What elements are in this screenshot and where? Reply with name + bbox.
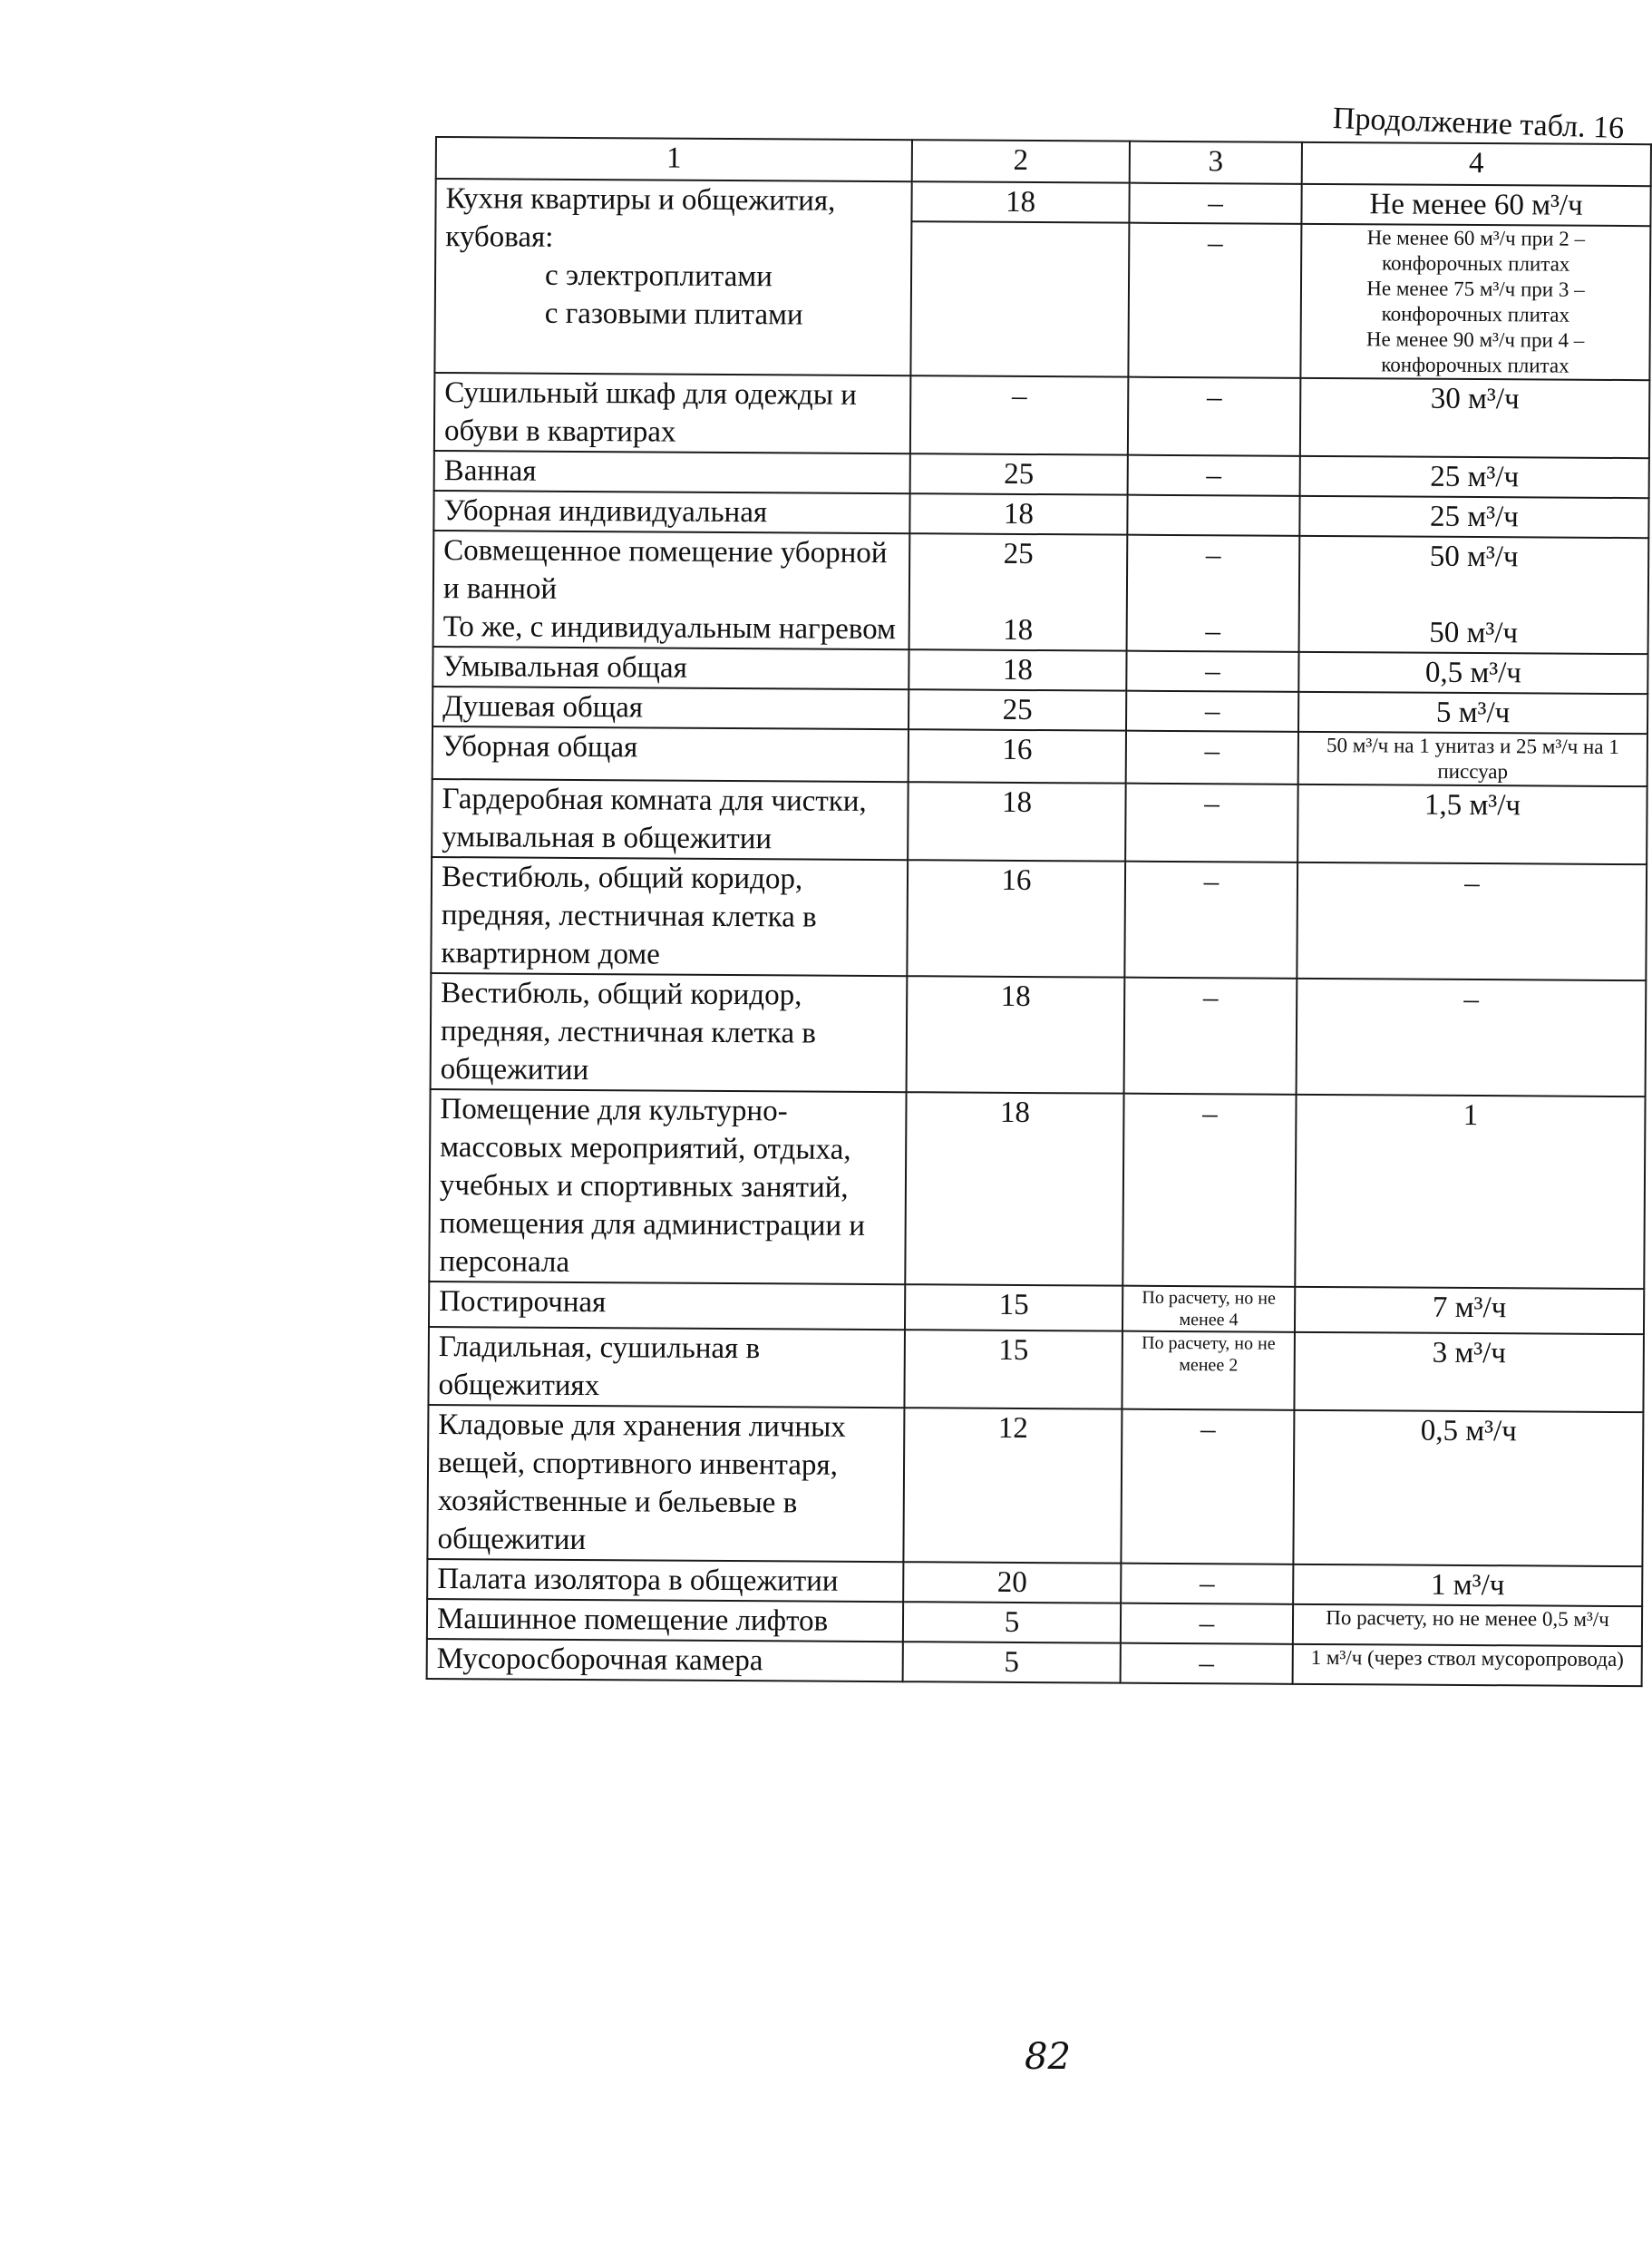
- cell-text: 1 м³/ч (через ствол мусоропровода): [1310, 1645, 1624, 1671]
- table-cell-c4: [1300, 378, 1650, 458]
- cell-text: Гардеробная комната для чистки, умывальная в общежитии: [442, 783, 867, 856]
- cell-text: –: [1205, 539, 1221, 572]
- cell-text: –: [1204, 695, 1220, 728]
- table-cell-c1: [429, 1089, 906, 1284]
- cell-text: –: [1463, 982, 1480, 1017]
- table-cell-c3: [1126, 651, 1298, 692]
- cell-text: По расчету, но не менее 4: [1142, 1287, 1277, 1330]
- cell-text: Вестибюль, общий коридор, предняя, лестничная клетка в квартирном доме: [441, 861, 817, 971]
- cell-text: 1,5 м³/ч: [1424, 788, 1521, 823]
- table-cell-c4: [1295, 1095, 1645, 1289]
- table-cell-c2: [909, 729, 1126, 783]
- table-cell-c4: [1293, 1410, 1643, 1566]
- cell-text: 50 м³/ч: [1429, 540, 1519, 574]
- kitchen-gas-value-4: Не менее 90 м³/ч при 4 – конфорочных плитах: [1365, 327, 1585, 377]
- table-cell-c2: [909, 533, 1128, 650]
- table-cell-c2: [903, 1602, 1121, 1642]
- ventilation-table: [426, 136, 1652, 1687]
- cell-text: Мусоросборочная камера: [436, 1642, 763, 1678]
- cell-text: 16: [1002, 733, 1033, 767]
- kitchen-gas-values: [1300, 224, 1650, 380]
- cell-text: 18: [1002, 653, 1034, 687]
- cell-text: 12: [997, 1411, 1028, 1446]
- cell-text: –: [1206, 381, 1222, 414]
- table-cell-c2: [903, 1562, 1121, 1603]
- table-cell-c4: [1299, 496, 1648, 538]
- table-cell-c4: [1298, 652, 1647, 694]
- table-cell-c2: [907, 860, 1125, 977]
- cell-text: 5: [1004, 1645, 1020, 1679]
- table-cell-c2: [903, 1408, 1122, 1563]
- cell-text: Палата изолятора в общежитии: [437, 1563, 839, 1598]
- header-cell-2: 2: [912, 140, 1130, 182]
- kitchen-temp: 18: [911, 181, 1129, 222]
- cell-text: 18: [1003, 497, 1035, 531]
- cell-text: 25: [1003, 537, 1034, 571]
- table-cell-c4: [1299, 536, 1649, 654]
- table-cell-c3: [1122, 1331, 1295, 1410]
- cell-text: 1 м³/ч: [1430, 1568, 1505, 1603]
- cell-text: 3 м³/ч: [1432, 1336, 1507, 1370]
- table-cell-c3: [1125, 784, 1298, 862]
- kitchen-gas-label: с газовыми плитами: [544, 297, 803, 332]
- table-row: [427, 1639, 1642, 1686]
- kitchen-gas-c3: –: [1128, 223, 1301, 378]
- cell-text: 18: [1001, 785, 1033, 820]
- table-cell-c3: [1121, 1409, 1294, 1564]
- page-number: 82: [1025, 2036, 1071, 2078]
- cell-text: 15: [998, 1333, 1029, 1368]
- table-cell-c1: [427, 1559, 903, 1602]
- cell-text: Умывальная общая: [442, 650, 687, 685]
- table-cell-c3: [1124, 862, 1297, 979]
- table-cell-c2: [904, 1330, 1122, 1408]
- cell-text: Сушильный шкаф для одежды и обуви в квартирах: [443, 376, 857, 449]
- cell-text: Постирочная: [439, 1285, 607, 1320]
- table-cell-c4: [1297, 785, 1647, 864]
- table-cell-c3: [1126, 691, 1298, 732]
- cell-text: 16: [1001, 863, 1032, 898]
- table-cell-c4: [1297, 862, 1647, 980]
- kitchen-gas-value-2: Не менее 60 м³/ч при 2 – конфорочных плитах: [1366, 226, 1586, 276]
- same-row-c4: 50 м³/ч: [1429, 616, 1519, 650]
- table-cell-c4: [1293, 1604, 1642, 1646]
- table-row: [428, 1327, 1644, 1412]
- kitchen-c3: –: [1129, 183, 1301, 224]
- table-cell-c3: [1122, 1286, 1295, 1332]
- kitchen-gas-value-3: Не менее 75 м³/ч при 3 – конфорочных плитах: [1366, 277, 1585, 326]
- table-row: [431, 973, 1647, 1096]
- table-cell-c2: [909, 689, 1126, 730]
- header-cell-1: 1: [436, 137, 912, 181]
- table-cell-c2: [909, 493, 1127, 534]
- cell-text: Уборная индивидуальная: [443, 494, 768, 530]
- cell-text: По расчету, но не менее 2: [1142, 1332, 1276, 1376]
- cell-text: 18: [999, 1096, 1031, 1130]
- cell-text: 25: [1002, 693, 1033, 727]
- table-cell-c4: [1297, 979, 1647, 1096]
- cell-text: Совмещенное помещение уборной и ванной: [442, 534, 888, 606]
- table-cell-c2: [910, 375, 1129, 454]
- cell-text: 25 м³/ч: [1430, 460, 1520, 494]
- cell-text: 30 м³/ч: [1430, 382, 1520, 416]
- cell-text: Душевая общая: [442, 690, 644, 725]
- cell-text: Ванная: [443, 454, 537, 488]
- cell-text: –: [1204, 735, 1220, 768]
- table-cell-c3: [1126, 731, 1298, 785]
- cell-text: –: [1011, 379, 1027, 413]
- table-cell-c1: [427, 1639, 903, 1681]
- table-cell-c3: [1124, 978, 1297, 1095]
- same-row-c1: То же, с индивидуальным нагревом: [442, 610, 897, 647]
- cell-text: 50 м³/ч на 1 унитаз и 25 м³/ч на 1 писсуар: [1326, 734, 1619, 784]
- cell-text: 0,5 м³/ч: [1420, 1414, 1517, 1448]
- kitchen-gas-temp: [910, 221, 1129, 376]
- table-cell-c1: [432, 647, 909, 689]
- table-cell-c1: [428, 1327, 905, 1408]
- table-cell-c4: [1298, 692, 1647, 734]
- cell-text: 25 м³/ч: [1429, 500, 1519, 534]
- table-cell-c2: [905, 1092, 1123, 1285]
- table-cell-c2: [903, 1642, 1121, 1682]
- table-row: [432, 726, 1647, 786]
- table-row: [429, 1089, 1645, 1289]
- table-cell-c2: [907, 976, 1125, 1093]
- same-row-c2: 18: [1003, 613, 1034, 648]
- same-row-c3: –: [1205, 615, 1221, 648]
- cell-text: 25: [1004, 457, 1035, 492]
- kitchen-electric-value: Не менее 60 м³/ч: [1301, 184, 1650, 226]
- table-cell-c1: [427, 1405, 904, 1562]
- table-row: [434, 373, 1650, 458]
- cell-text: 20: [996, 1565, 1027, 1600]
- cell-text: Машинное помещение лифтов: [436, 1603, 829, 1638]
- kitchen-name-cell: [434, 179, 911, 375]
- table-row: [431, 857, 1647, 980]
- cell-text: –: [1199, 1567, 1215, 1601]
- cell-text: 18: [1000, 979, 1031, 1014]
- table-cell-c4: [1298, 732, 1647, 786]
- header-row: [436, 137, 1651, 186]
- table-row: [429, 1282, 1644, 1334]
- cell-text: Вестибюль, общий коридор, предняя, лестничная клетка в общежитии: [440, 977, 816, 1087]
- cell-text: Уборная общая: [442, 730, 638, 765]
- header-cell-4: 4: [1302, 142, 1651, 186]
- cell-text: –: [1203, 865, 1220, 899]
- table-cell-c3: [1121, 1564, 1293, 1604]
- kitchen-name: Кухня квартиры и общежития, кубовая:: [445, 182, 836, 254]
- cell-text: –: [1204, 787, 1220, 821]
- table-cell-c4: [1293, 1644, 1642, 1686]
- table-cell-c1: [433, 531, 910, 649]
- table-cell-c2: [905, 1284, 1122, 1330]
- table-cell-c1: [427, 1599, 903, 1642]
- table-row: [432, 779, 1647, 864]
- table-caption: Продолжение табл. 16: [1332, 102, 1625, 146]
- table-cell-c3: [1127, 495, 1299, 536]
- table-cell-c1: [433, 491, 909, 533]
- cell-text: –: [1464, 866, 1480, 901]
- cell-text: –: [1205, 655, 1220, 688]
- table-cell-c1: [432, 726, 909, 782]
- table-cell-c4: [1293, 1564, 1642, 1606]
- table-cell-c3: [1128, 377, 1301, 456]
- cell-text: –: [1199, 1647, 1215, 1681]
- table-cell-c2: [910, 453, 1128, 494]
- table-cell-c3: [1127, 535, 1300, 652]
- table-cell-c3: [1121, 1643, 1293, 1684]
- table-cell-c1: [434, 373, 911, 453]
- table-cell-c2: [909, 649, 1126, 690]
- table-cell-c4: [1294, 1332, 1644, 1412]
- cell-text: 15: [998, 1288, 1029, 1322]
- table-cell-c1: [432, 779, 909, 860]
- cell-text: –: [1202, 1097, 1218, 1131]
- table-cell-c1: [434, 451, 910, 493]
- table-cell-c3: [1128, 455, 1300, 496]
- cell-text: Кладовые для хранения личных вещей, спортивного инвентаря, хозяйственные и бельевые в общежитии: [437, 1408, 846, 1557]
- table-cell-c3: [1122, 1094, 1296, 1287]
- table-cell-c2: [908, 782, 1126, 861]
- table-cell-c4: [1295, 1287, 1644, 1334]
- cell-text: По расчету, но не менее 0,5 м³/ч: [1326, 1606, 1609, 1631]
- cell-text: Гладильная, сушильная в общежитиях: [438, 1330, 761, 1403]
- table-row: [427, 1405, 1643, 1566]
- cell-text: 1: [1463, 1098, 1479, 1133]
- table-cell-c4: [1300, 456, 1649, 498]
- cell-text: 7 м³/ч: [1432, 1291, 1507, 1325]
- cell-text: –: [1202, 981, 1219, 1015]
- table-cell-c1: [431, 973, 908, 1092]
- table-cell-c1: [429, 1282, 905, 1330]
- header-cell-3: 3: [1130, 141, 1302, 184]
- table-cell-c3: [1121, 1603, 1293, 1644]
- table-cell-c1: [431, 857, 908, 976]
- cell-text: –: [1206, 459, 1222, 492]
- table-row: [433, 531, 1649, 654]
- cell-text: –: [1199, 1607, 1215, 1641]
- cell-text: 0,5 м³/ч: [1424, 656, 1522, 690]
- cell-text: –: [1200, 1413, 1216, 1447]
- table-cell-c1: [432, 687, 909, 729]
- kitchen-row: [435, 179, 1650, 226]
- cell-text: Помещение для культурно-массовых мероприятий, отдыха, учебных и спортивных занятий, помещения для администрации и персонала: [439, 1093, 866, 1279]
- kitchen-electric-label: с электроплитами: [544, 258, 773, 294]
- cell-text: 5 м³/ч: [1435, 696, 1511, 730]
- cell-text: 5: [1004, 1605, 1020, 1639]
